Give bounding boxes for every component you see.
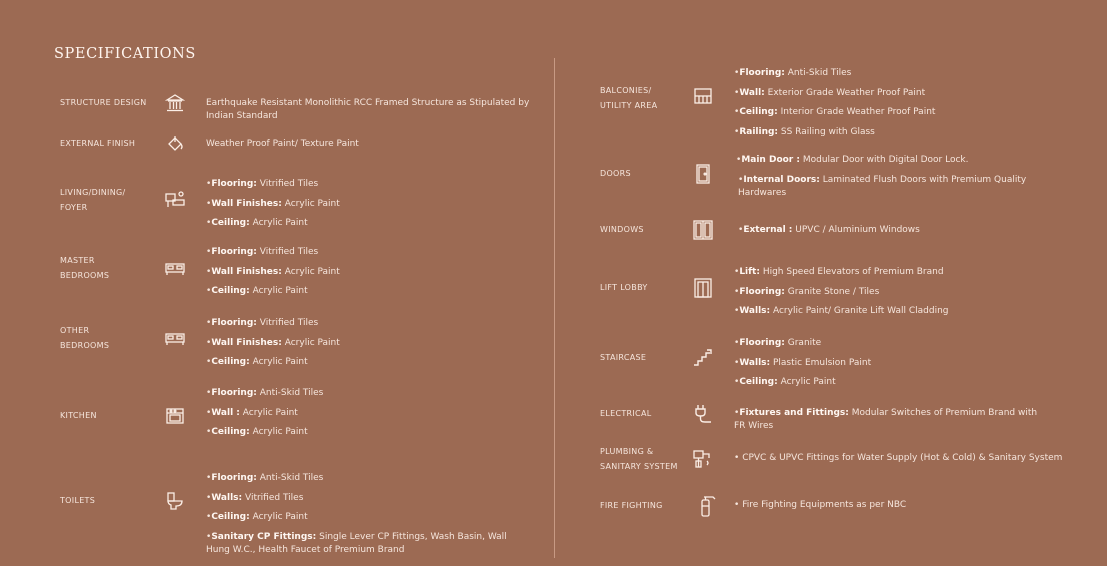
spec-label: STAIRCASE: [600, 353, 647, 362]
door-icon: [693, 164, 713, 184]
spec-list: [738, 221, 920, 241]
spec-list: [734, 64, 935, 142]
spec-label: EXTERNAL FINISH: [60, 139, 136, 148]
balcony-icon: [693, 86, 713, 106]
spec-item: •Wall : Acrylic Paint: [206, 407, 298, 418]
lift-icon: [693, 278, 713, 298]
spec-item: •Flooring: Vitrified Tiles: [206, 179, 319, 189]
spec-item: • Fire Fighting Equipments as per NBC: [734, 500, 907, 510]
spec-label: LIFT LOBBY: [600, 283, 648, 292]
sofa-lamp-icon: [165, 189, 185, 209]
spec-list: [206, 314, 340, 373]
spec-label: MASTER BEDROOMS: [60, 256, 110, 280]
spec-item: •Railing: SS Railing with Glass: [734, 126, 875, 137]
spec-item: •Ceiling: Acrylic Paint: [206, 286, 308, 297]
spec-item: •Flooring: Vitrified Tiles: [206, 318, 319, 328]
spec-list: [206, 243, 340, 302]
spec-label: ELECTRICAL: [600, 409, 652, 418]
spec-item: •Flooring: Anti-Skid Tiles: [206, 473, 324, 483]
paint-bucket-icon: [165, 134, 185, 154]
spec-item: •External : UPVC / Aluminium Windows: [738, 225, 920, 235]
spec-item: •Flooring: Granite Stone / Tiles: [734, 286, 880, 297]
spec-text: Earthquake Resistant Monolithic RCC Framed Structure as Stipulated by Indian Standard: [206, 98, 530, 121]
spec-list: [734, 407, 1044, 433]
spec-list: [206, 469, 531, 557]
page-title: SPECIFICATIONS: [54, 46, 196, 62]
kitchen-stove-icon: [165, 406, 185, 426]
spec-item: • CPVC & UPVC Fittings for Water Supply (Hot & Cold) & Sanitary System: [734, 453, 1063, 463]
spec-label: DOORS: [600, 169, 631, 178]
spec-item: •Wall Finishes: Acrylic Paint: [206, 198, 340, 209]
stairs-icon: [693, 348, 713, 368]
spec-label: LIVING/DINING/ FOYER: [60, 188, 126, 212]
column-divider: [554, 58, 555, 558]
spec-label: TOILETS: [60, 496, 96, 505]
spec-list: [734, 449, 1062, 469]
spec-item: •Ceiling: Acrylic Paint: [206, 357, 308, 368]
spec-label: BALCONIES/ UTILITY AREA: [600, 86, 658, 110]
spec-item: •Ceiling: Acrylic Paint: [734, 377, 836, 388]
spec-item: •Lift: High Speed Elevators of Premium Brand: [734, 267, 944, 277]
spec-item: •Walls: Vitrified Tiles: [206, 492, 304, 503]
spec-list: [734, 263, 949, 322]
bed-icon: [165, 258, 185, 278]
spec-label: FIRE FIGHTING: [600, 501, 663, 510]
spec-item: •Wall: Exterior Grade Weather Proof Paint: [734, 87, 926, 98]
spec-label: OTHER BEDROOMS: [60, 326, 110, 350]
spec-item: •Main Door : Modular Door with Digital Door Lock.: [736, 155, 969, 165]
spec-item: •Flooring: Vitrified Tiles: [206, 247, 319, 257]
spec-item: •Sanitary CP Fittings: Single Lever CP Fittings, Wash Basin, Wall Hung W.C., Health Faucet of Premium Brand: [206, 531, 507, 555]
pipe-tap-icon: [693, 449, 713, 469]
spec-item: •Ceiling: Acrylic Paint: [206, 427, 308, 438]
spec-item: •Ceiling: Acrylic Paint: [206, 218, 308, 229]
spec-label: KITCHEN: [60, 411, 97, 420]
spec-list: [734, 334, 871, 393]
building-pillars-icon: [165, 93, 185, 113]
spec-item: •Ceiling: Acrylic Paint: [206, 512, 308, 523]
spec-item: •Walls: Acrylic Paint/ Granite Lift Wall Cladding: [734, 306, 949, 317]
spec-item: •Internal Doors: Laminated Flush Doors with Premium Quality Hardwares: [738, 174, 1027, 198]
spec-item: •Ceiling: Interior Grade Weather Proof Paint: [734, 107, 936, 118]
toilet-icon: [165, 491, 185, 511]
spec-label: PLUMBING & SANITARY SYSTEM: [600, 447, 678, 471]
spec-text: Weather Proof Paint/ Texture Paint: [206, 139, 359, 149]
fire-extinguisher-icon: [696, 493, 720, 519]
spec-label: WINDOWS: [600, 225, 644, 234]
spec-item: •Flooring: Granite: [734, 338, 822, 348]
spec-item: •Fixtures and Fittings: Modular Switches of Premium Brand with FR Wires: [734, 408, 1038, 431]
spec-list: [206, 384, 323, 443]
spec-item: •Wall Finishes: Acrylic Paint: [206, 337, 340, 348]
bed-icon: [165, 328, 185, 348]
spec-label: STRUCTURE DESIGN: [60, 98, 147, 107]
spec-item: •Wall Finishes: Acrylic Paint: [206, 266, 340, 277]
spec-item: •Flooring: Anti-Skid Tiles: [734, 68, 852, 78]
spec-list: [734, 496, 906, 516]
spec-item: •Walls: Plastic Emulsion Paint: [734, 357, 872, 368]
window-icon: [693, 220, 713, 240]
plug-icon: [693, 404, 713, 424]
spec-list: [736, 151, 1036, 200]
spec-item: •Flooring: Anti-Skid Tiles: [206, 388, 324, 398]
spec-list: [206, 175, 340, 234]
